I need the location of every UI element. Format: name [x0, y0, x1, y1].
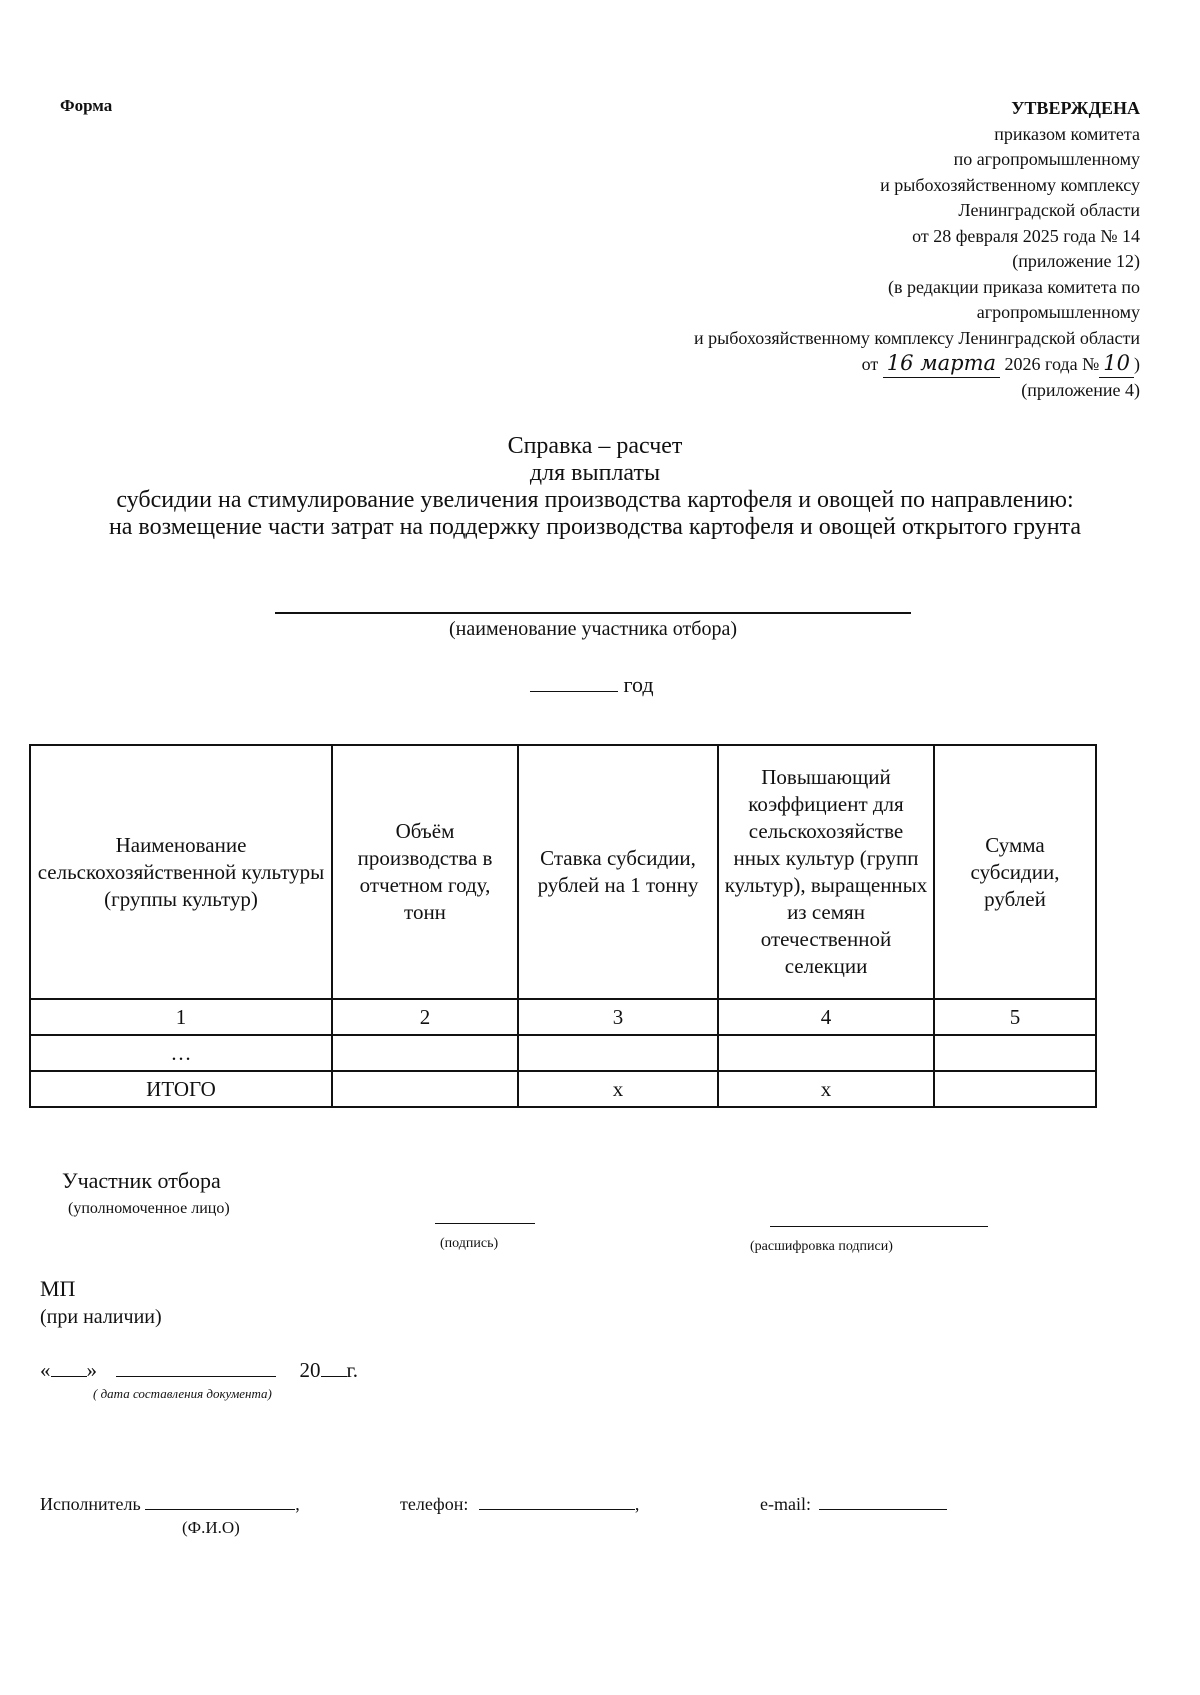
total-rate-cell: х	[518, 1071, 718, 1107]
phone-label: телефон:	[400, 1494, 469, 1514]
year-suffix: г.	[346, 1358, 358, 1382]
participant-caption: (наименование участника отбора)	[449, 618, 737, 640]
participant-label: Участник отбора	[62, 1168, 221, 1193]
table-cell[interactable]: …	[30, 1035, 332, 1071]
approval-line: Ленинградской области	[958, 200, 1140, 220]
signature-decoding-field[interactable]	[770, 1226, 988, 1227]
total-label: ИТОГО	[30, 1071, 332, 1107]
column-number: 5	[934, 999, 1096, 1035]
year-field[interactable]	[530, 691, 618, 692]
header-crop-name: Наименование сельскохозяйственной культуры (группы культур)	[30, 745, 332, 999]
signature-caption: (подпись)	[440, 1236, 499, 1251]
table-row	[30, 1035, 1096, 1071]
table-header-row	[30, 745, 1096, 999]
form-label: Форма	[60, 96, 113, 115]
header-subsidy-rate: Ставка субсидии, рублей на 1 тонну	[518, 745, 718, 999]
day-field[interactable]	[51, 1376, 87, 1377]
table-cell[interactable]	[332, 1035, 518, 1071]
table-total-row	[30, 1071, 1096, 1107]
total-coefficient-cell: х	[718, 1071, 934, 1107]
approval-close-paren: )	[1134, 354, 1140, 374]
date-caption: ( дата составления документа)	[93, 1386, 272, 1401]
approval-title: УТВЕРЖДЕНА	[1011, 98, 1140, 118]
phone-block	[400, 1494, 639, 1515]
approval-line: (приложение 12)	[1012, 251, 1140, 271]
handwritten-number: 10	[1099, 351, 1134, 378]
participant-name-field[interactable]	[275, 612, 911, 614]
approval-year-label: 2026 года №	[1004, 354, 1100, 374]
date-close-quote: »	[86, 1358, 97, 1382]
approval-line: (приложение 4)	[1021, 379, 1140, 400]
header-production-volume: Объём производства в отчетном году, тонн	[332, 745, 518, 999]
date-year-field[interactable]	[321, 1376, 347, 1377]
date-open-quote: «	[40, 1358, 51, 1382]
header-subsidy-amount: Сумма субсидии, рублей	[934, 745, 1096, 999]
title-line: Справка – расчет	[507, 433, 683, 459]
authorized-person-label: (уполномоченное лицо)	[68, 1200, 230, 1217]
column-number: 2	[332, 999, 518, 1035]
email-block	[760, 1494, 947, 1515]
phone-separator: ,	[634, 1494, 640, 1514]
approval-line: и рыбохозяйственному комплексу Ленинградской области	[694, 327, 1140, 348]
year-prefix: 20	[299, 1358, 321, 1382]
approval-line: (в редакции приказа комитета по	[888, 276, 1140, 297]
signature-field[interactable]	[435, 1223, 535, 1224]
approval-line: агропромышленному	[976, 302, 1140, 322]
table-cell[interactable]	[934, 1035, 1096, 1071]
executor-separator: ,	[295, 1494, 300, 1514]
total-volume-cell[interactable]	[332, 1071, 518, 1107]
document-title	[0, 433, 1190, 541]
executor-field[interactable]	[145, 1509, 295, 1510]
header-coefficient: Повышающий коэффициент для сельскохозяйстве нных культур (групп культур), выращенных из семян отечественной селекции	[718, 745, 934, 999]
title-line: субсидии на стимулирование увеличения производства картофеля и овощей по направлению:	[116, 487, 1074, 513]
month-field[interactable]	[116, 1376, 276, 1377]
table-cell[interactable]	[718, 1035, 934, 1071]
phone-field[interactable]	[479, 1509, 635, 1510]
approval-from-label: от	[861, 354, 879, 374]
approval-line: по агропромышленному	[953, 149, 1140, 169]
table-cell[interactable]	[518, 1035, 718, 1071]
seal-label: МП	[40, 1276, 76, 1301]
column-number: 3	[518, 999, 718, 1035]
executor-block	[40, 1494, 300, 1515]
column-number: 1	[30, 999, 332, 1035]
title-line: на возмещение части затрат на поддержку производства картофеля и овощей открытого грунта	[108, 514, 1082, 540]
signature-decoding-caption: (расшифровка подписи)	[750, 1239, 893, 1254]
table-number-row	[30, 999, 1096, 1035]
email-label: e-mail:	[760, 1494, 811, 1514]
column-number: 4	[718, 999, 934, 1035]
approval-block	[694, 96, 1140, 403]
handwritten-date: 16 марта	[883, 351, 1000, 378]
approval-revision-line	[694, 351, 1140, 378]
total-amount-cell[interactable]	[934, 1071, 1096, 1107]
year-field-block	[530, 672, 654, 698]
document-date-line	[40, 1358, 358, 1383]
email-field[interactable]	[819, 1509, 947, 1510]
year-label: год	[623, 672, 654, 697]
executor-label: Исполнитель	[40, 1494, 141, 1514]
approval-line: приказом комитета	[994, 123, 1140, 144]
subsidy-table	[29, 744, 1097, 1108]
title-line: для выплаты	[529, 460, 661, 486]
approval-line: от 28 февраля 2025 года № 14	[912, 225, 1140, 246]
seal-note: (при наличии)	[40, 1306, 162, 1328]
fio-caption: (Ф.И.О)	[182, 1518, 240, 1537]
approval-line: и рыбохозяйственному комплексу	[880, 174, 1140, 195]
